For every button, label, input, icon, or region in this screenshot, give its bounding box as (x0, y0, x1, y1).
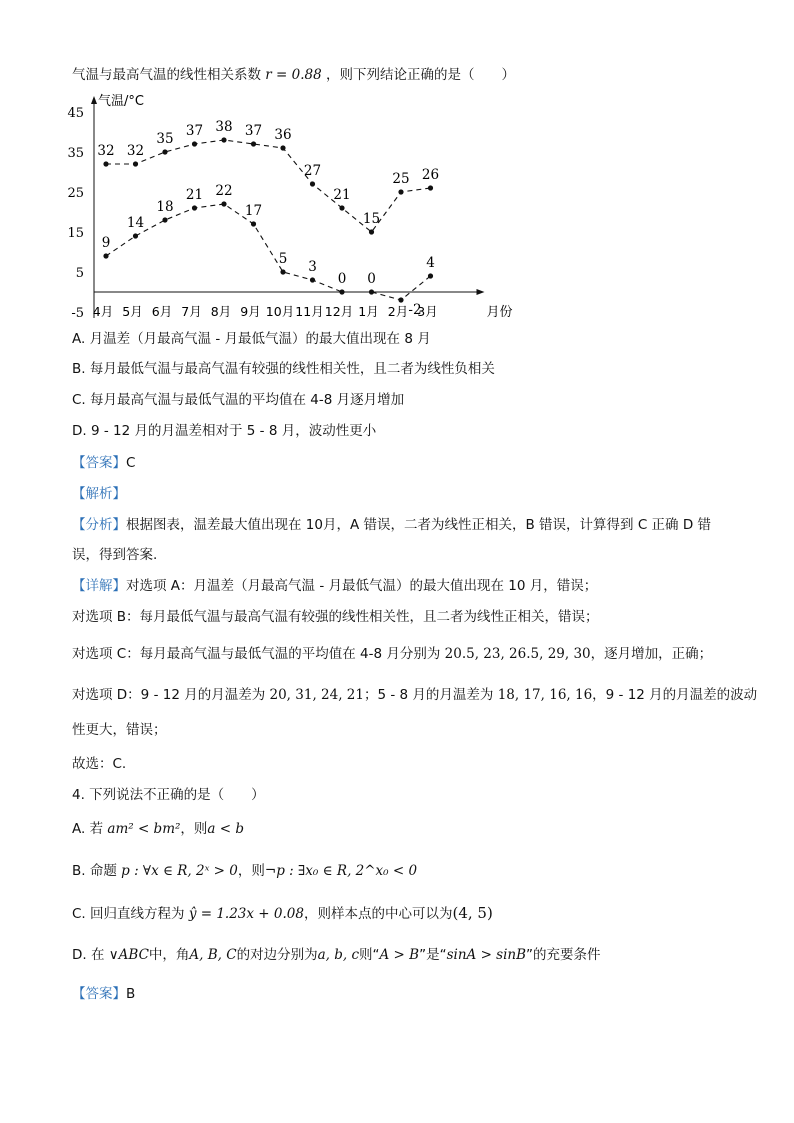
data-label: 18 (156, 199, 174, 215)
data-point (280, 269, 285, 274)
diff-values-1: 20, 31, 24, 21 (269, 687, 364, 703)
data-label: 32 (97, 143, 115, 159)
x-tick-label: 11月 (295, 304, 324, 319)
data-label: 36 (274, 127, 292, 143)
data-point (251, 221, 256, 226)
answer-tag: 【答案】 (72, 455, 126, 471)
data-point (369, 229, 374, 234)
q4-option-a (72, 820, 244, 838)
data-label: -2 (408, 302, 422, 318)
data-point (339, 205, 344, 210)
q4-d-math-4: A > B (379, 947, 420, 963)
data-point (339, 289, 344, 294)
series-line-1 (106, 140, 431, 232)
xiangjie-a-text: 对选项 A：月温差（月最高气温 - 月最低气温）的最大值出现在 10 月，错误； (126, 578, 598, 594)
q4-b-math-1: p : ∀x ∈ R, 2ˣ > 0 (121, 863, 238, 879)
xiangjie-d (72, 686, 757, 704)
q4-d-label: D. 在 (72, 947, 105, 963)
answer-4-value: B (126, 986, 136, 1002)
data-label: 3 (308, 259, 317, 275)
q4-a-math-1: am² < bm² (107, 821, 181, 837)
xiangjie-d-mid: ；5 - 8 月的月温差为 (363, 687, 494, 703)
x-tick-label: 12月 (324, 304, 354, 319)
data-label: 27 (303, 163, 322, 179)
q4-d-math-2: A, B, C (189, 947, 237, 963)
q4-d-mid-1: 中，角 (148, 947, 190, 963)
data-label: 38 (215, 119, 233, 135)
xiangjie-d-text: 对选项 D：9 - 12 月的月温差为 (72, 687, 266, 703)
x-tick-label: 4月 (92, 304, 114, 319)
q4-c-mid: ，则样本点的中心可以为 (303, 906, 453, 922)
q4-d-tail: ”的充要条件 (526, 947, 601, 963)
data-point (221, 201, 226, 206)
data-label: 15 (362, 211, 381, 227)
q4-a-math-2: a < b (207, 821, 244, 837)
data-point (192, 205, 197, 210)
fenxi-line-2: 误，得到答案. (72, 547, 158, 563)
xiangjie-tag: 【详解】 (72, 578, 126, 594)
data-label: 14 (126, 215, 145, 231)
y-axis-label: 气温/°C (98, 94, 144, 109)
answer-4-tag: 【答案】 (72, 986, 126, 1002)
xiangjie-d-line-2: 性更大，错误； (72, 722, 167, 738)
q4-a-mid: ，则 (180, 821, 208, 837)
q4-c-math-1: ŷ = 1.23x + 0.08 (188, 906, 304, 922)
series-line-2 (106, 204, 431, 300)
q4-d-math-3: a, b, c (317, 947, 360, 963)
answer-4 (72, 985, 135, 1003)
x-tick-label: 9月 (240, 304, 261, 319)
q4-d-mid-3: 则“ (359, 947, 380, 963)
data-label: 21 (333, 187, 351, 203)
q4-d-mid-2: 的对边分别为 (236, 947, 318, 963)
data-point (103, 161, 108, 166)
y-tick-label: 5 (75, 266, 84, 281)
data-label: 21 (185, 187, 204, 203)
option-d: D. 9 - 12 月的月温差相对于 5 - 8 月，波动性更小 (72, 423, 377, 439)
option-a: A. 月温差（月最高气温 - 月最低气温）的最大值出现在 8 月 (72, 331, 431, 347)
data-label: 37 (244, 123, 263, 139)
q4-option-b (72, 862, 417, 880)
xiangjie-b: 对选项 B：每月最低气温与最高气温有较强的线性相关性，且二者为线性正相关，错误； (72, 609, 599, 625)
average-values: 20.5, 23, 26.5, 29, 30 (444, 646, 591, 662)
x-axis-label: 月份 (486, 305, 513, 320)
data-label: 22 (215, 183, 233, 199)
data-point (162, 217, 167, 222)
data-label: 25 (392, 171, 410, 187)
x-tick-label: 10月 (265, 304, 295, 319)
y-tick-label: 35 (67, 146, 84, 161)
q4-c-math-2: (4, 5) (452, 904, 493, 922)
data-point (398, 189, 403, 194)
fenxi-line-1 (72, 516, 711, 534)
xiangjie-a (72, 577, 597, 595)
x-tick-label: 7月 (181, 304, 202, 319)
xiangjie-c (72, 645, 712, 663)
y-tick-label: -5 (71, 306, 84, 321)
q4-b-math-2: ¬p : ∃x₀ ∈ R, 2^x₀ < 0 (264, 863, 418, 879)
fenxi-tag: 【分析】 (72, 517, 126, 533)
data-label: 32 (126, 143, 145, 159)
xiangjie-c-tail: ，逐月增加，正确； (590, 646, 713, 662)
question-3-stem (72, 66, 515, 84)
xiangjie-c-text: 对选项 C：每月最高气温与最低气温的平均值在 4-8 月分别为 (72, 646, 441, 662)
data-label: 26 (421, 167, 440, 183)
answer-value: C (126, 455, 136, 471)
fenxi-text: 根据图表，温差最大值出现在 10月，A 错误，二者为线性正相关，B 错误，计算得到 C 正确 D 错 (126, 517, 712, 533)
x-axis-arrow (477, 289, 485, 295)
data-label: 37 (185, 123, 204, 139)
x-tick-label: 3月 (417, 304, 438, 319)
data-point (310, 277, 315, 282)
q4-option-c (72, 904, 493, 923)
data-point (398, 297, 403, 302)
jiexi-tag: 【解析】 (72, 486, 126, 502)
data-label: 17 (244, 203, 263, 219)
x-tick-label: 6月 (151, 304, 173, 319)
q4-d-mid-4: ”是“ (419, 947, 447, 963)
y-tick-label: 15 (67, 226, 84, 241)
q4-c-label: C. 回归直线方程为 (72, 906, 185, 922)
x-tick-label: 8月 (210, 304, 232, 319)
x-tick-label: 2月 (387, 304, 409, 319)
data-point (428, 273, 433, 278)
data-point (162, 149, 167, 154)
q4-d-math-1: ∨ABC (108, 947, 149, 963)
data-point (103, 253, 108, 258)
data-point (369, 289, 374, 294)
data-point (192, 141, 197, 146)
y-axis-arrow (91, 96, 97, 104)
q4-b-mid: ，则 (237, 863, 265, 879)
data-label: 9 (101, 235, 111, 251)
data-point (280, 145, 285, 150)
question-4-stem: 4. 下列说法不正确的是（ ） (72, 787, 265, 803)
answer-3 (72, 454, 135, 472)
correlation-coefficient: r = 0.88 (265, 67, 322, 83)
q4-a-label: A. 若 (72, 821, 104, 837)
x-tick-label: 5月 (122, 304, 143, 319)
data-label: 4 (426, 255, 435, 271)
temperature-line-chart (60, 88, 513, 323)
y-tick-label: 45 (67, 106, 84, 121)
q4-d-math-5: sinA > sinB (446, 947, 527, 963)
q4-b-label: B. 命题 (72, 863, 117, 879)
data-label: 0 (337, 271, 347, 287)
data-point (133, 233, 138, 238)
option-b: B. 每月最低气温与最高气温有较强的线性相关性，且二者为线性负相关 (72, 361, 495, 377)
data-label: 0 (367, 271, 376, 287)
q4-option-d (72, 946, 601, 964)
diff-values-2: 18, 17, 16, 16 (497, 687, 593, 703)
data-point (251, 141, 256, 146)
data-point (428, 185, 433, 190)
data-point (221, 137, 226, 142)
data-label: 5 (278, 251, 288, 267)
conclusion: 故选：C. (72, 756, 127, 772)
jiexi-heading (72, 485, 126, 503)
xiangjie-d-tail: ，9 - 12 月的月温差的波动 (592, 687, 758, 703)
data-label: 35 (156, 131, 174, 147)
x-tick-label: 1月 (358, 304, 379, 319)
stem-text: 气温与最高气温的线性相关系数 (72, 67, 261, 83)
y-tick-label: 25 (67, 186, 84, 201)
data-point (133, 161, 138, 166)
stem-text-tail: ，则下列结论正确的是（ ） (326, 67, 515, 83)
option-c: C. 每月最高气温与最低气温的平均值在 4-8 月逐月增加 (72, 392, 405, 408)
data-point (310, 181, 315, 186)
